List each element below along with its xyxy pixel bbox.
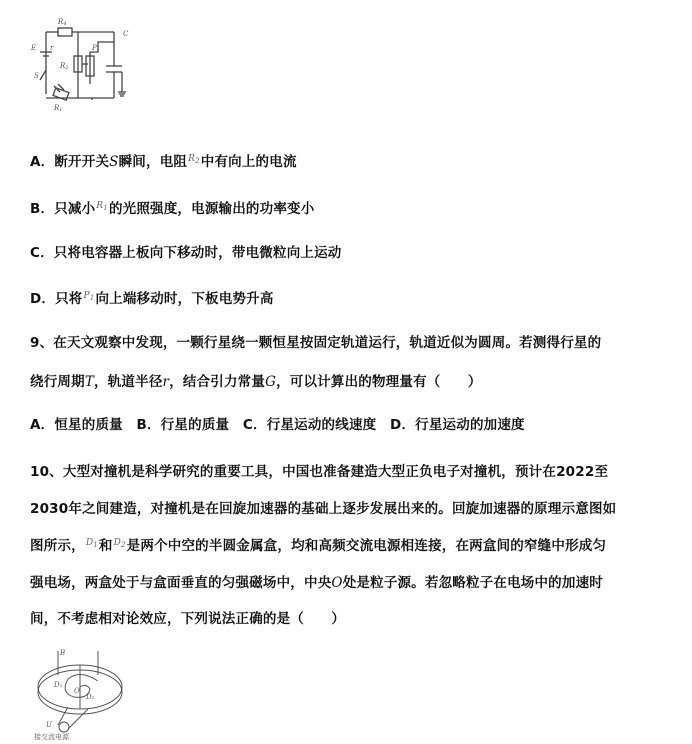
q9-G: G bbox=[265, 374, 277, 390]
r2-sub: 2 bbox=[65, 65, 69, 71]
q8-b-pre: B．只减小 bbox=[30, 201, 96, 217]
q9-T: T bbox=[84, 374, 95, 390]
q10-line-1: 10、大型对撞机是科学研究的重要工具，中国也准备建造大型正负电子对撞机，预计在2022至 bbox=[30, 464, 609, 480]
d1-label: D₁ bbox=[54, 681, 63, 689]
q10-l3-a: 图所示， bbox=[30, 538, 85, 554]
q10-line-2: 2030年之间建造，对撞机是在回旋加速器的基础上逐步发展出来的。回旋加速器的原理示意图如 bbox=[30, 501, 617, 517]
svg-text:R1 bbox=[53, 104, 62, 112]
q8-b-symbol: R1 bbox=[96, 201, 108, 212]
q8-option-b bbox=[30, 197, 314, 217]
circuit-diagram bbox=[30, 12, 135, 112]
q10-d2: D2 bbox=[113, 538, 126, 549]
q8-option-d bbox=[30, 287, 274, 307]
r1-label: R bbox=[54, 104, 60, 112]
q10-d1: D1 bbox=[85, 538, 98, 549]
q9-options: A．恒星的质量 B．行星的质量 C．行星运动的线速度 D．行星运动的加速度 bbox=[30, 417, 525, 433]
p1-sub: 1 bbox=[96, 47, 100, 53]
r-label: r bbox=[50, 44, 54, 52]
q9-line-2 bbox=[30, 370, 482, 390]
q9-r: r bbox=[162, 374, 170, 390]
q8-a-pre: A．断开开关 bbox=[30, 154, 110, 170]
o-label: O bbox=[74, 687, 80, 695]
q10-line-4 bbox=[30, 571, 603, 591]
q9-l2-c: ，结合引力常量 bbox=[169, 374, 266, 390]
r2-label: R bbox=[60, 62, 66, 70]
q9-l2-d: ，可以计算出的物理量有（ ） bbox=[276, 374, 482, 390]
d2-label: D₂ bbox=[86, 693, 95, 701]
svg-text:R2 bbox=[59, 62, 68, 71]
p1-label: P bbox=[92, 44, 97, 52]
q8-d-post: 向上端移动时，下板电势升高 bbox=[95, 291, 274, 307]
s-label: S bbox=[34, 72, 39, 80]
q10-line-5: 间，不考虑相对论效应，下列说法正确的是（ ） bbox=[30, 611, 346, 627]
q8-d-symbol: P1 bbox=[83, 291, 95, 302]
q10-l3-b: 和 bbox=[98, 538, 113, 554]
q8-b-post: 的光照强度，电源输出的功率变小 bbox=[108, 201, 315, 217]
q8-a-mid: 瞬间，电阻 bbox=[118, 154, 188, 170]
r4-sub: 4 bbox=[63, 21, 67, 27]
q8-d-pre: D．只将 bbox=[30, 291, 83, 307]
q8-a-post: 中有向上的电流 bbox=[200, 154, 297, 170]
q10-l4-b: 处是粒子源。若忽略粒子在电场中的加速时 bbox=[342, 575, 603, 591]
r1-sub: 1 bbox=[59, 107, 63, 112]
cyclotron-caption: 接交流电源 bbox=[34, 733, 69, 741]
r4-label: R bbox=[58, 18, 64, 26]
q10-l4-a: 强电场，两盒处于与盒面垂直的匀强磁场中，中央 bbox=[30, 575, 332, 591]
e-label: E bbox=[31, 44, 37, 52]
cyclotron-diagram bbox=[28, 645, 128, 741]
svg-text:R4 bbox=[57, 18, 66, 27]
q8-option-c: C．只将电容器上板向下移动时，带电微粒向上运动 bbox=[30, 245, 342, 261]
q10-line-3 bbox=[30, 534, 606, 554]
q9-l2-b: ，轨道半径 bbox=[94, 374, 163, 390]
q9-line-1: 9、在天文观察中发现，一颗行星绕一颗恒星按固定轨道运行，轨道近似为圆周。若测得行星的 bbox=[30, 335, 602, 351]
q10-O: O bbox=[331, 575, 343, 591]
q9-l2-a: 绕行周期 bbox=[30, 374, 85, 390]
b-label: B bbox=[60, 649, 66, 657]
q8-option-a bbox=[30, 150, 297, 170]
q10-l3-c: 是两个中空的半圆金属盒，均和高频交流电源相连接，在两盒间的窄缝中形成匀 bbox=[126, 538, 607, 554]
q8-a-symbol: R2 bbox=[188, 154, 200, 165]
u-label: U bbox=[46, 721, 52, 729]
c-label: C bbox=[123, 30, 129, 38]
q8-a-s: S bbox=[109, 154, 119, 170]
